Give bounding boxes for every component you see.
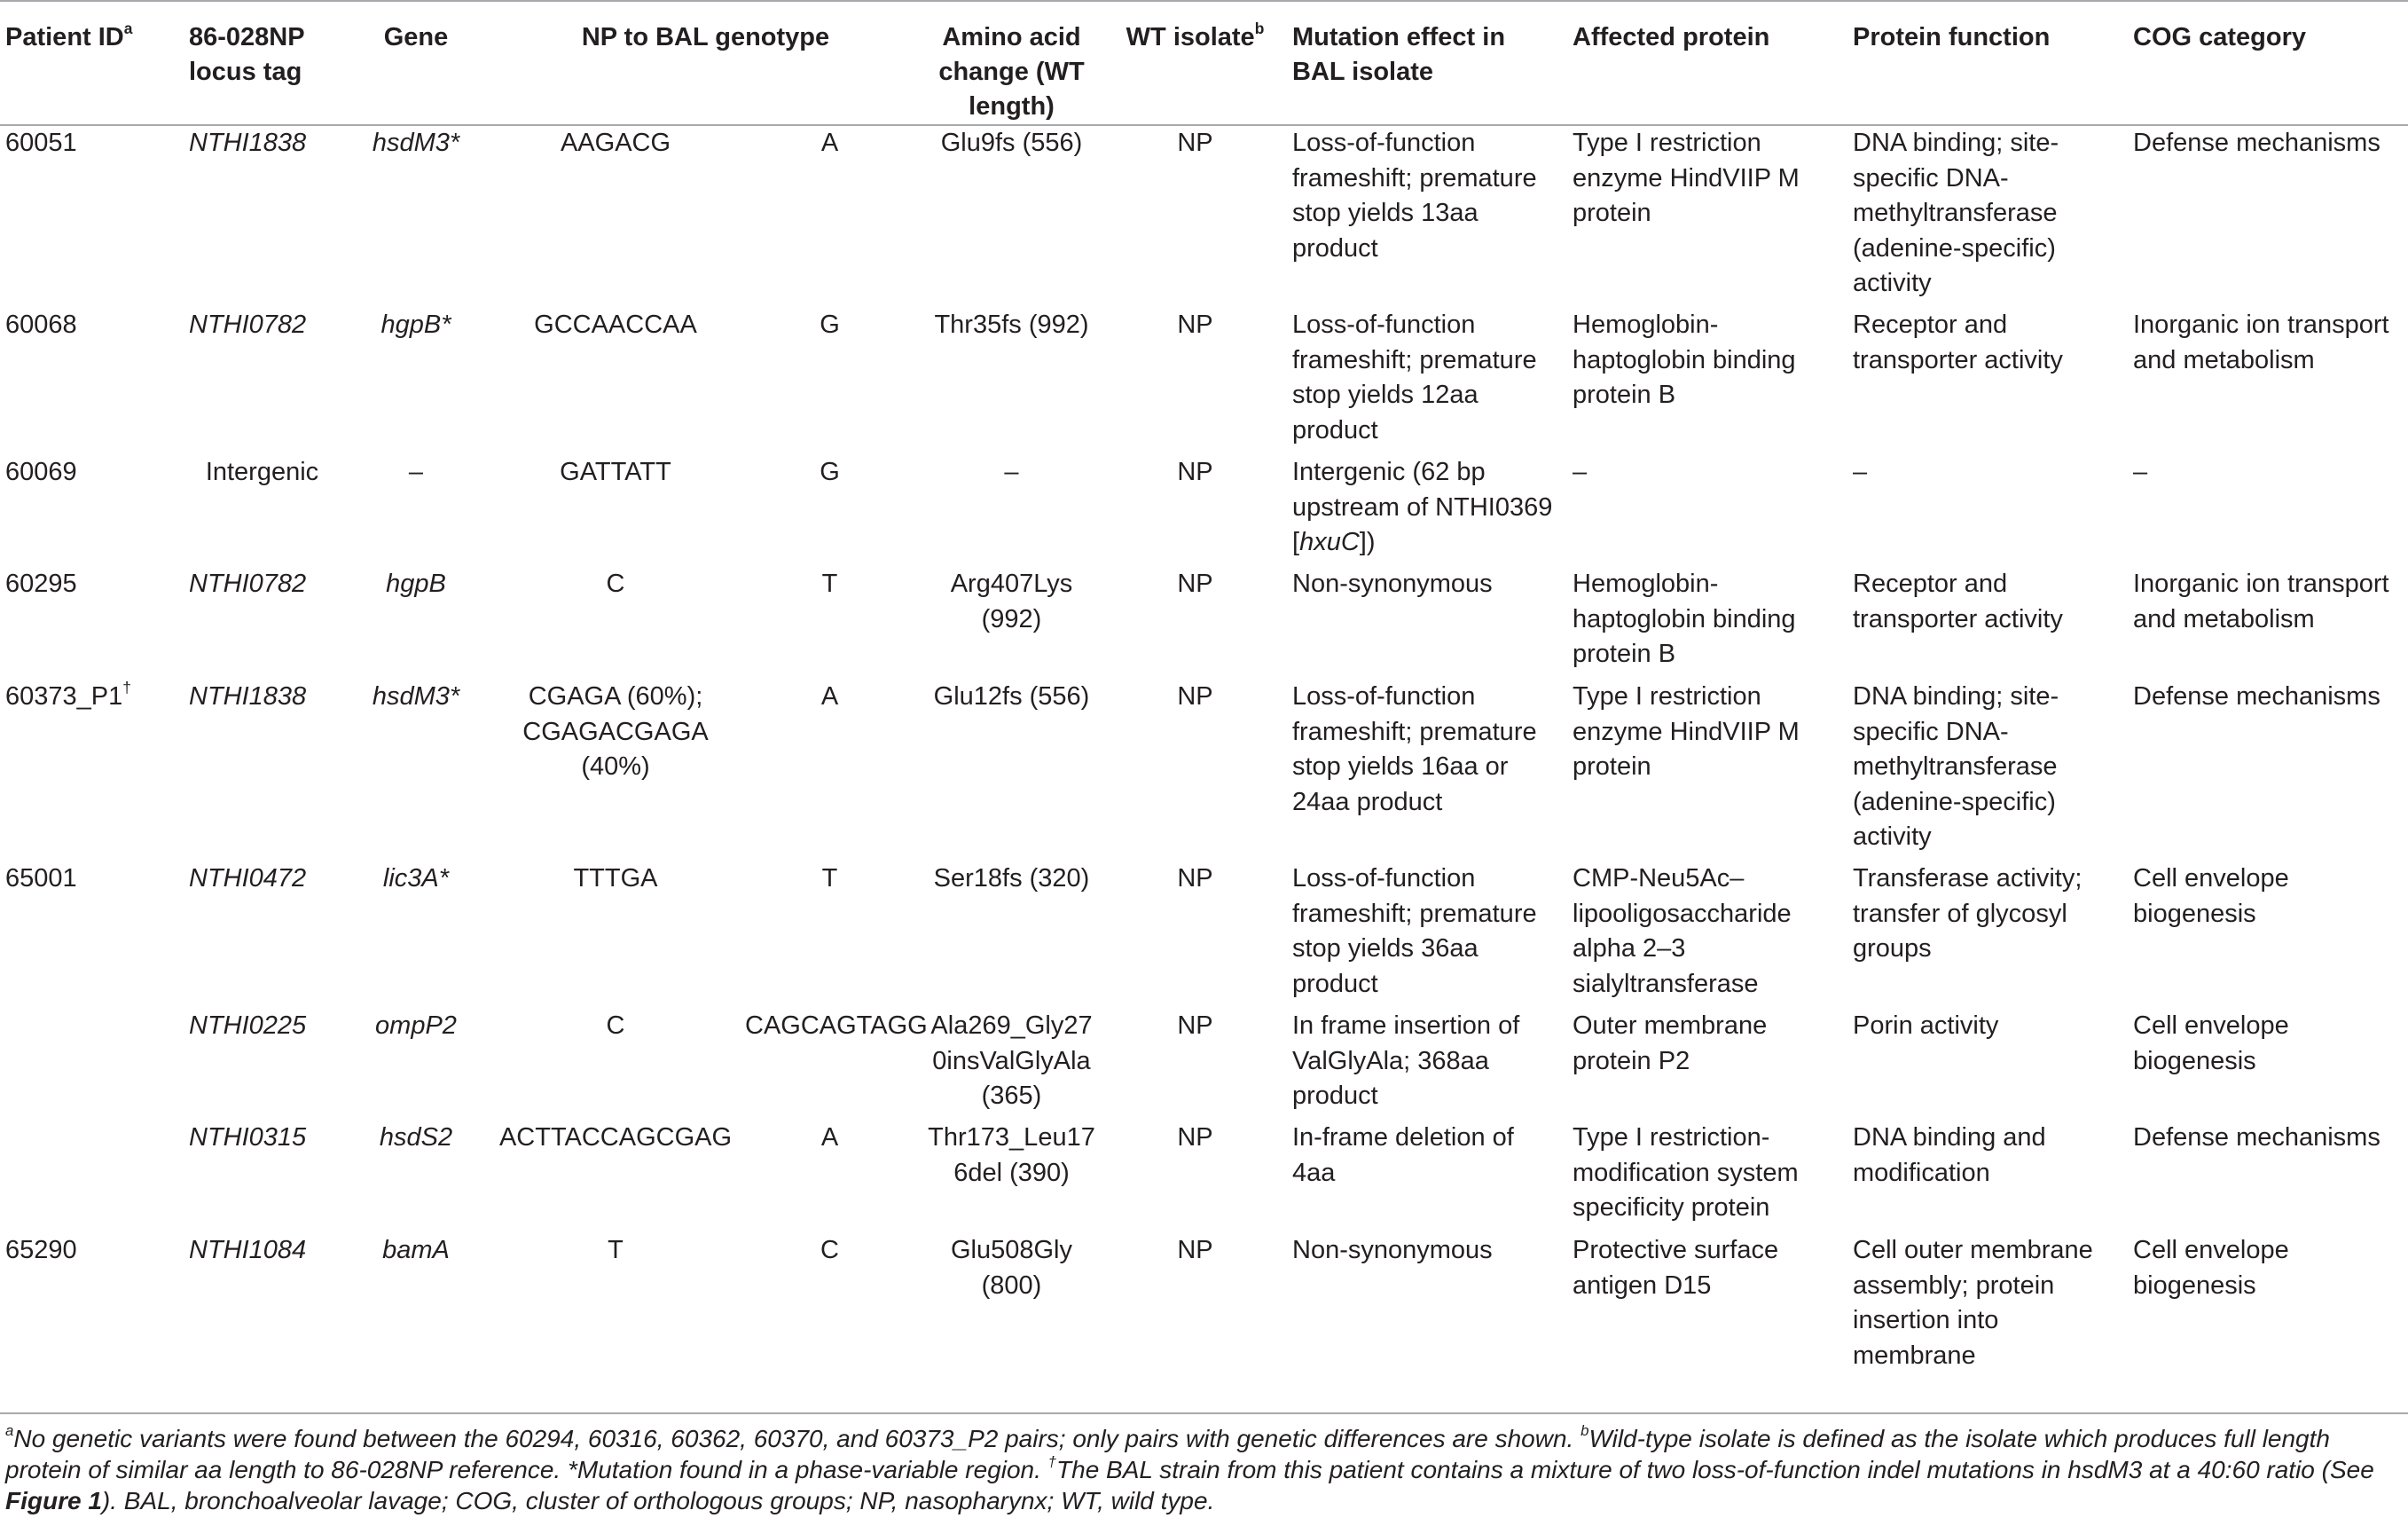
- cell-np: GCCAACCAA: [534, 311, 697, 339]
- table-bottom-rule: [0, 1412, 2408, 1414]
- cell-wt: NP: [1177, 1123, 1213, 1152]
- cell-protein: CMP-Neu5Ac–lipooligosaccharide alpha 2–3 sialyltransferase: [1573, 864, 1792, 998]
- cell-bal: C: [820, 1236, 839, 1264]
- cell-gene: bamA: [382, 1236, 450, 1264]
- cell-np: CGAGA (60%); CGAGACGAGA (40%): [522, 682, 709, 781]
- cell-gene: hsdM3*: [372, 129, 460, 157]
- cell-bal: G: [820, 458, 840, 486]
- cell-patient-id: 60069: [5, 458, 77, 486]
- cell-effect: Loss-of-function frameshift; premature stop yields 12aa product: [1292, 311, 1537, 444]
- cell-protein: Protective surface antigen D15: [1573, 1236, 1779, 1300]
- cell-function: DNA binding; site-specific DNA-methyltransferase (adenine-specific) activity: [1853, 129, 2059, 297]
- cell-aa: Thr173_Leu176del (390): [928, 1123, 1095, 1187]
- header-wt-isolate: WT isolate$^b$: [1103, 1, 1287, 125]
- cell-np: T: [608, 1236, 624, 1264]
- table-footnote: $^a$No genetic variants were found between the 60294, 60316, 60362, 60370, and 60373_P2 pairs; only pairs with genetic differences are shown. $^b$Wild-type isolate is defined as the isolate which produces full length protein of similar aa length to 86-028NP reference. *Mutation found in a phase-variable region. †The BAL strain from this patient contains a mixture of two loss-of-function indel mutations in hsdM3 at a 40:60 ratio (See Figure 1). BAL, bronchoalveolar lavage; COG, cluster of orthologous groups; NP, nasopharynx; WT, wild type.: [5, 1422, 2374, 1514]
- cell-function: –: [1853, 458, 1868, 486]
- cell-bal: A: [820, 682, 839, 711]
- cell-function: DNA binding and modification: [1853, 1123, 2046, 1187]
- table-row: [0, 680, 2408, 861]
- cell-patient-id: 60295: [5, 570, 77, 598]
- cell-locus: NTHI0315: [189, 1123, 307, 1152]
- cell-protein: Outer membrane protein P2: [1573, 1011, 1768, 1075]
- cell-function: Receptor and transporter activity: [1853, 570, 2063, 633]
- cell-effect: Intergenic (62 bp upstream of NTHI0369 [hxuC]): [1292, 458, 1553, 556]
- cell-effect: Loss-of-function frameshift; premature stop yields 13aa product: [1292, 129, 1537, 263]
- header-mutation-effect: Mutation effect in BAL isolate: [1287, 1, 1567, 125]
- cell-patient-id: 60068: [5, 311, 77, 339]
- cell-wt: NP: [1177, 682, 1213, 711]
- cell-gene: hgpB*: [380, 311, 451, 339]
- header-patient-id: Patient $ID^a$: [0, 1, 184, 125]
- cell-protein: Type I restriction-modification system specificity protein: [1573, 1123, 1799, 1222]
- cell-aa: –: [1004, 458, 1019, 486]
- header-aa-change: Amino acid change (WT length): [920, 1, 1103, 125]
- cell-np: GATTATT: [560, 458, 671, 486]
- table-row: [0, 1009, 2408, 1121]
- cell-aa: Thr35fs (992): [934, 311, 1089, 339]
- cell-cog: Cell envelope biogenesis: [2133, 1236, 2289, 1300]
- cell-cog: Inorganic ion transport and metabolism: [2133, 311, 2389, 374]
- cell-locus: NTHI1084: [189, 1236, 307, 1264]
- cell-wt: NP: [1177, 570, 1213, 598]
- cell-bal: A: [820, 129, 839, 157]
- header-affected-protein: Affected protein: [1567, 1, 1847, 125]
- cell-wt: NP: [1177, 1011, 1213, 1040]
- header-locus-tag: 86-028NP locus tag: [184, 1, 341, 125]
- cell-locus: NTHI0225: [189, 1011, 307, 1040]
- cell-gene: hsdM3*: [372, 682, 460, 711]
- cell-patient-id: [0, 1121, 184, 1233]
- cell-locus: NTHI0782: [189, 570, 307, 598]
- figure-link[interactable]: Figure 1: [5, 1487, 102, 1514]
- cell-gene: ompP2: [375, 1011, 457, 1040]
- cell-effect: Loss-of-function frameshift; premature stop yields 16aa or 24aa product: [1292, 682, 1537, 816]
- cell-aa: Arg407Lys (992): [950, 570, 1073, 633]
- cell-protein: –: [1573, 458, 1588, 486]
- cell-patient-id: 65001: [5, 864, 77, 893]
- cell-locus: NTHI1838: [189, 129, 307, 157]
- cell-protein: Type I restriction enzyme HindVIIP M protein: [1573, 682, 1800, 781]
- cell-cog: Inorganic ion transport and metabolism: [2133, 570, 2389, 633]
- cell-effect: In-frame deletion of 4aa: [1292, 1123, 1514, 1187]
- cell-cog: Defense mechanisms: [2133, 1123, 2381, 1152]
- cell-protein: Type I restriction enzyme HindVIIP M protein: [1573, 129, 1800, 227]
- cell-function: Receptor and transporter activity: [1853, 311, 2063, 374]
- cell-bal: A: [820, 1123, 839, 1152]
- cell-wt: NP: [1177, 311, 1213, 339]
- cell-aa: Glu12fs (556): [933, 682, 1090, 711]
- cell-aa: Glu508Gly (800): [950, 1236, 1072, 1300]
- cell-bal: T: [821, 570, 838, 598]
- cell-effect: Non-synonymous: [1292, 1236, 1493, 1264]
- cell-gene: hsdS2: [379, 1123, 453, 1152]
- cell-bal: G: [820, 311, 840, 339]
- header-cog: COG category: [2128, 1, 2408, 125]
- cell-effect: Non-synonymous: [1292, 570, 1493, 598]
- table-row: [0, 125, 2408, 308]
- cell-effect: In frame insertion of ValGlyAla; 368aa product: [1292, 1011, 1520, 1110]
- cell-locus: NTHI0782: [189, 311, 307, 339]
- cell-protein: Hemoglobin-haptoglobin binding protein B: [1573, 311, 1796, 409]
- cell-bal: CAGCAGTAGG: [745, 1011, 928, 1040]
- cell-wt: NP: [1177, 1236, 1213, 1264]
- cell-locus: Intergenic: [205, 458, 319, 486]
- header-gene: Gene: [341, 1, 491, 125]
- cell-np: AAGACG: [560, 129, 671, 157]
- cell-gene: lic3A*: [382, 864, 450, 893]
- cell-wt: NP: [1177, 864, 1213, 893]
- cell-cog: Cell envelope biogenesis: [2133, 1011, 2289, 1075]
- cell-cog: –: [2133, 458, 2148, 486]
- cell-np: TTTGA: [573, 864, 658, 893]
- cell-cog: Cell envelope biogenesis: [2133, 864, 2289, 928]
- cell-locus: NTHI1838: [189, 682, 307, 711]
- cell-np: ACTTACCAGCGAG: [498, 1123, 733, 1152]
- cell-function: DNA binding; site-specific DNA-methyltransferase (adenine-specific) activity: [1853, 682, 2059, 851]
- cell-aa: Ala269_Gly270insValGlyAla (365): [930, 1011, 1093, 1110]
- cell-patient-id: 65290: [5, 1236, 77, 1264]
- cell-cog: Defense mechanisms: [2133, 129, 2381, 157]
- cell-patient-id: 60373_P1†: [5, 678, 131, 711]
- cell-aa: Ser18fs (320): [933, 864, 1090, 893]
- cell-bal: T: [821, 864, 838, 893]
- header-row: [0, 1, 2408, 125]
- table-row: [0, 567, 2408, 680]
- cell-cog: Defense mechanisms: [2133, 682, 2381, 711]
- cell-gene: –: [408, 458, 424, 486]
- header-np-to-bal: NP to BAL genotype: [491, 1, 920, 125]
- header-protein-function: Protein function: [1847, 1, 2128, 125]
- cell-gene: hgpB: [386, 570, 446, 598]
- cell-locus: NTHI0472: [189, 864, 307, 893]
- table-row: [0, 1233, 2408, 1380]
- cell-wt: NP: [1177, 458, 1213, 486]
- table-row: [0, 455, 2408, 567]
- table-row: [0, 861, 2408, 1009]
- table-row: [0, 1121, 2408, 1233]
- cell-aa: Glu9fs (556): [940, 129, 1083, 157]
- cell-function: Transferase activity; transfer of glycosyl groups: [1853, 864, 2082, 963]
- cell-function: Cell outer membrane assembly; protein insertion into membrane: [1853, 1236, 2093, 1370]
- cell-np: C: [606, 570, 625, 598]
- cell-patient-id: 60051: [5, 129, 77, 157]
- cell-effect: Loss-of-function frameshift; premature stop yields 36aa product: [1292, 864, 1537, 998]
- cell-function: Porin activity: [1853, 1011, 1999, 1040]
- cell-np: C: [606, 1011, 625, 1040]
- table-row: [0, 308, 2408, 455]
- cell-patient-id: [0, 1009, 184, 1121]
- cell-wt: NP: [1177, 129, 1213, 157]
- cell-protein: Hemoglobin-haptoglobin binding protein B: [1573, 570, 1796, 668]
